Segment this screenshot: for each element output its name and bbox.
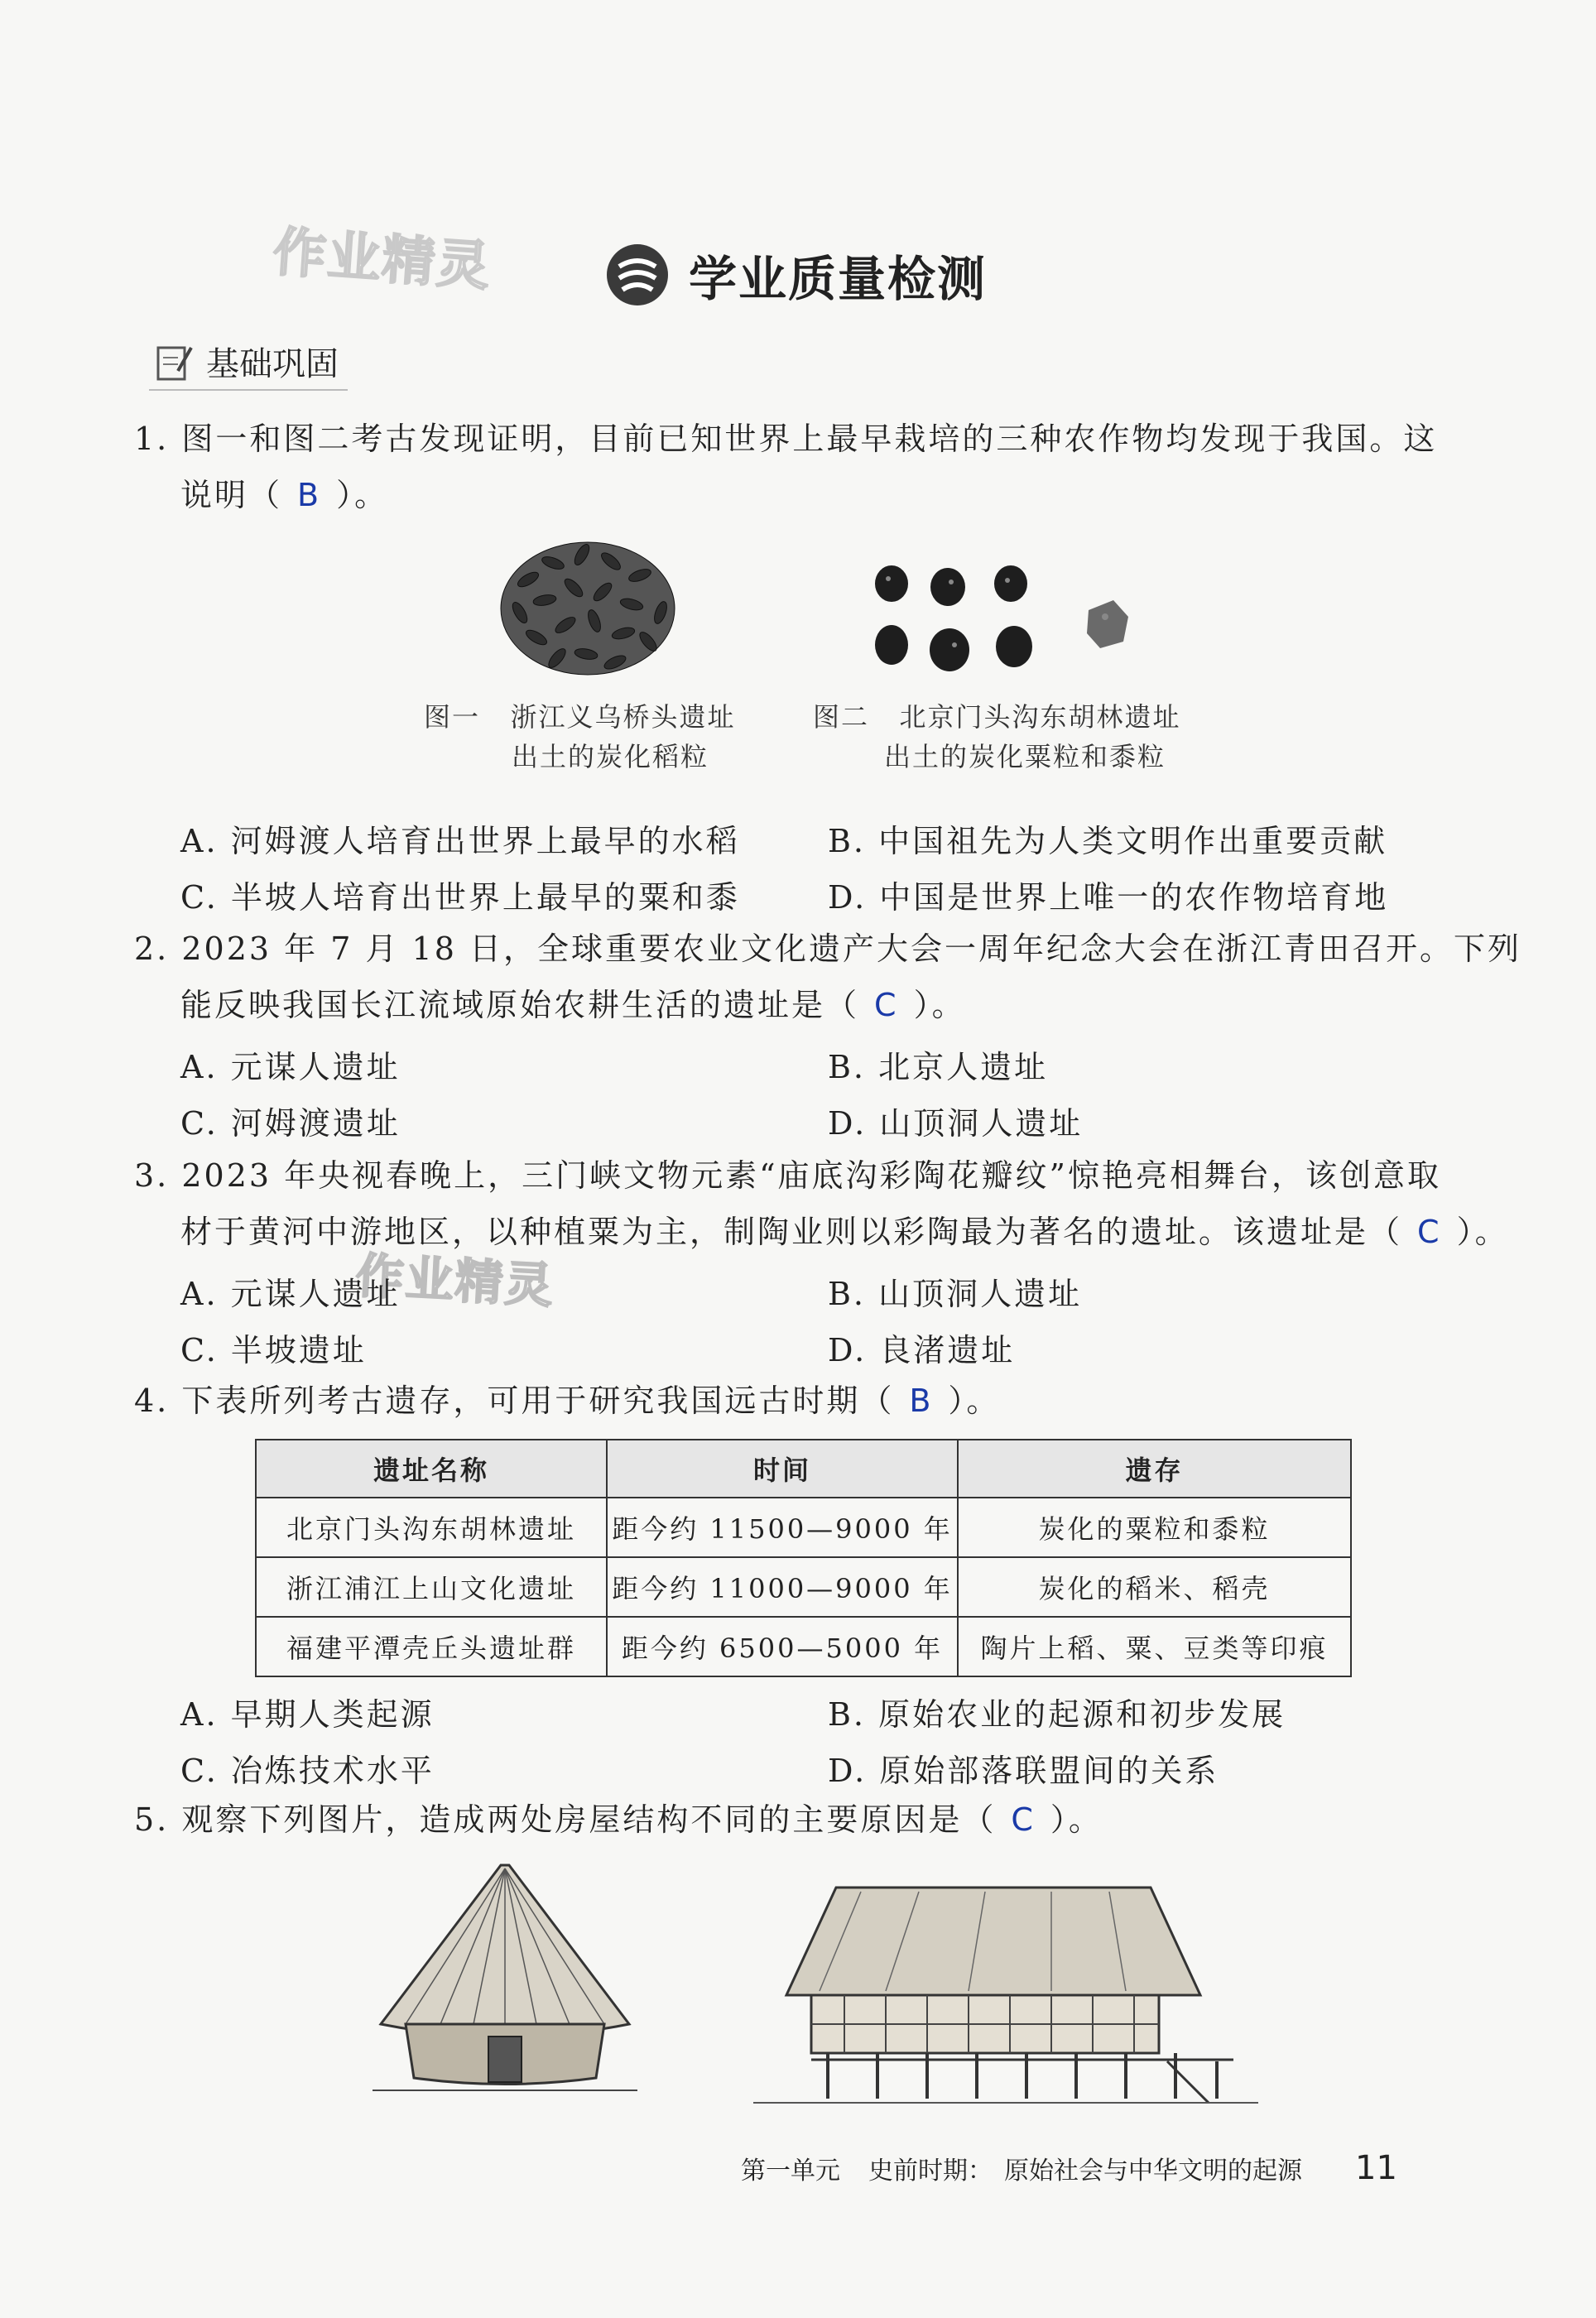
question-1-line-2 (180, 467, 388, 523)
footer-period: 史前时期： (868, 2157, 993, 2186)
question-text: 说明（ (180, 477, 283, 513)
option-c: C. 半坡遗址 (180, 1332, 367, 1368)
option-d: D. 良渚遗址 (828, 1332, 1016, 1368)
question-text: ）。 (1050, 1801, 1103, 1838)
watermark: 作业精灵 (354, 1247, 556, 1315)
table-header-row (256, 1440, 1351, 1498)
option-a: A. 元谋人遗址 (180, 1049, 401, 1085)
table-cell: 陶片上稻、粟、豆类等印痕 (958, 1617, 1351, 1676)
table-cell: 福建平潭壳丘头遗址群 (256, 1617, 607, 1676)
page-footer (741, 2149, 1397, 2187)
option-b: B. 原始农业的起源和初步发展 (828, 1696, 1286, 1733)
question-text: 能反映我国长江流域原始农耕生活的遗址是（ (180, 987, 860, 1023)
option-d: D. 中国是世界上唯一的农作物培育地 (828, 879, 1389, 916)
figure-1-caption: 图一 浙江义乌桥头遗址 (424, 701, 736, 733)
table-header: 遗址名称 (256, 1440, 607, 1498)
figure-1-caption: 出土的炭化稻粒 (512, 741, 709, 772)
question-text: 5. 观察下列图片，造成两处房屋结构不同的主要原因是（ (134, 1801, 997, 1838)
table-cell: 炭化的稻米、稻壳 (958, 1557, 1351, 1617)
table-cell: 距今约 11500—9000 年 (607, 1498, 958, 1557)
question-1-line-1: 1. 图一和图二考古发现证明，目前已知世界上最早栽培的三种农作物均发现于我国。这 (134, 421, 1438, 457)
table-cell: 浙江浦江上山文化遗址 (256, 1557, 607, 1617)
table-header: 遗存 (958, 1440, 1351, 1498)
answer: C (1417, 1214, 1442, 1250)
question-3-line-2 (180, 1204, 1509, 1260)
option-b: B. 山顶洞人遗址 (828, 1276, 1083, 1312)
question-3-line-1: 3. 2023 年央视春晚上，三门峡文物元素“庙底沟彩陶花瓣纹”惊艳亮相舞台，该创意取 (134, 1157, 1441, 1194)
question-text: 4. 下表所列考古遗存，可用于研究我国远古时期（ (134, 1383, 895, 1419)
charred-millet-image (865, 559, 1147, 683)
figure-2-caption: 出土的炭化粟粒和黍粒 (884, 741, 1166, 772)
table-cell: 距今约 6500—5000 年 (607, 1617, 958, 1676)
notepad-icon (153, 341, 195, 382)
question-2-line-2 (180, 977, 966, 1033)
title-text: 学业质量检测 (689, 251, 988, 307)
table-cell: 距今约 11000—9000 年 (607, 1557, 958, 1617)
section-title: 基础巩固 (206, 345, 339, 383)
question-text: ）。 (1456, 1214, 1509, 1250)
option-a: A. 元谋人遗址 (180, 1276, 401, 1312)
question-2-line-1: 2. 2023 年 7 月 18 日，全球重要农业文化遗产大会一周年纪念大会在浙江青田召开。下列 (134, 931, 1521, 967)
page-title (604, 240, 987, 310)
footer-unit: 第一单元 (741, 2157, 840, 2186)
answer: C (1011, 1801, 1036, 1838)
question-text: ）。 (913, 987, 966, 1023)
quality-check-icon (604, 242, 671, 308)
watermark: 作业精灵 (271, 221, 493, 299)
option-c: C. 冶炼技术水平 (180, 1753, 435, 1789)
question-text: ）。 (948, 1383, 1001, 1419)
question-text: 材于黄河中游地区，以种植粟为主，制陶业则以彩陶最为著名的遗址。该遗址是（ (180, 1214, 1403, 1250)
section-divider (149, 389, 348, 391)
table-header: 时间 (607, 1440, 958, 1498)
round-hut-image (356, 1859, 654, 2107)
option-a: A. 早期人类起源 (180, 1696, 435, 1733)
option-c: C. 河姆渡遗址 (180, 1105, 401, 1142)
relics-table (255, 1439, 1352, 1677)
question-5-line-1 (134, 1791, 1103, 1848)
option-d: D. 原始部落联盟间的关系 (828, 1753, 1219, 1789)
charred-rice-image (495, 530, 681, 687)
question-4-line-1 (134, 1373, 1000, 1429)
answer: B (297, 477, 322, 513)
table-cell: 北京门头沟东胡林遗址 (256, 1498, 607, 1557)
option-b: B. 北京人遗址 (828, 1049, 1049, 1085)
stilt-house-image (737, 1871, 1267, 2111)
footer-subtitle: 原始社会与中华文明的起源 (1004, 2157, 1302, 2186)
table-row (256, 1617, 1351, 1676)
figure-2-caption: 图二 北京门头沟东胡林遗址 (813, 701, 1181, 733)
question-text: ）。 (336, 477, 389, 513)
option-c: C. 半坡人培育出世界上最早的粟和黍 (180, 879, 740, 916)
table-cell: 炭化的粟粒和黍粒 (958, 1498, 1351, 1557)
section-heading (153, 338, 339, 385)
answer: C (874, 987, 899, 1023)
answer: B (909, 1383, 934, 1419)
option-a: A. 河姆渡人培育出世界上最早的水稻 (180, 823, 740, 859)
option-d: D. 山顶洞人遗址 (828, 1105, 1084, 1142)
table-row (256, 1498, 1351, 1557)
option-b: B. 中国祖先为人类文明作出重要贡献 (828, 823, 1388, 859)
page-number: 11 (1355, 2149, 1397, 2187)
table-row (256, 1557, 1351, 1617)
